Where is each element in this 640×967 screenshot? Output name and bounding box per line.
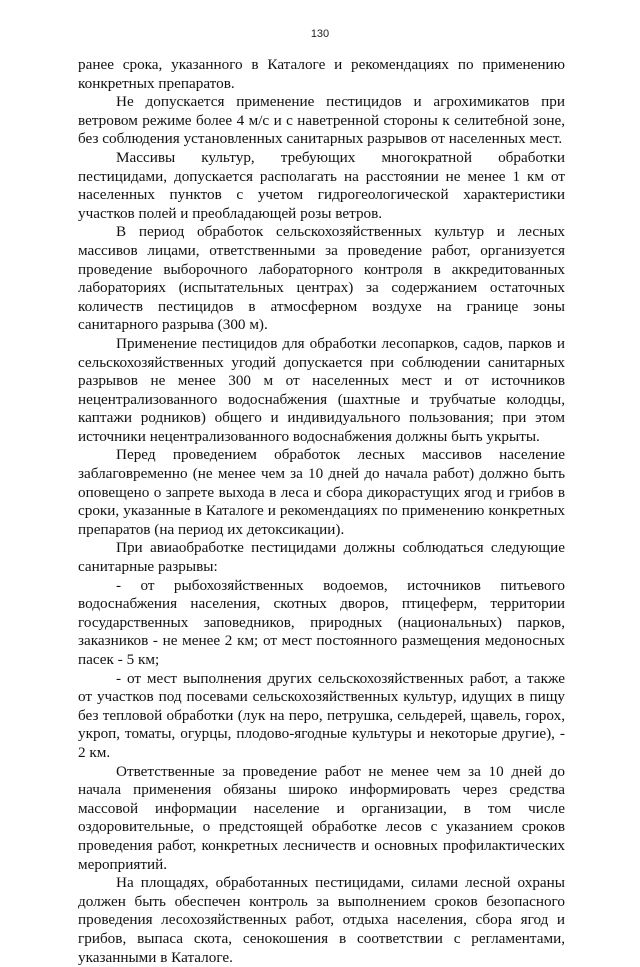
paragraph-forest-guard-control: На площадях, обработанных пестицидами, силами лесной охраны должен быть обеспечен контроль за выполнением сроков безопасного проведения лесохозяйственных работ, отдыха населения, сбора ягод и грибов, выпаса скота, сенокошения в соответствии с регламентами, указанными в Каталоге. [78, 874, 565, 966]
paragraph-aerial-gaps: При авиаобработке пестицидами должны соблюдаться следующие санитарные разрывы: [78, 539, 565, 576]
page-number: 130 [310, 28, 330, 40]
list-item-agri-works: - от мест выполнения других сельскохозяйственных работ, а также от участков под посевами сельскохозяйственных культур, идущих в пищу без тепловой обработки (лук на перо, петрушка, сельдерей, щавель, горох, укроп, томаты, огурцы, плодово-ягодные культуры и некоторые другие), - 2 км. [78, 669, 565, 761]
paragraph-wind-restriction: Не допускается применение пестицидов и агрохимикатов при ветровом режиме более 4 м/с и с наветренной стороны к селитебной зоне, без соблюдения установленных санитарных разрывов от населенных мест. [78, 93, 565, 148]
list-item-water-bodies: - от рыбохозяйственных водоемов, источников питьевого водоснабжения населения, скотных дворов, птицеферм, территории государственных заповедников, природных (национальных) парков, заказников - не менее 2 км; от мест постоянного размещения медоносных пасек - 5 км; [78, 576, 565, 668]
paragraph-crop-placement: Массивы культур, требующих многократной обработки пестицидами, допускается располагать на расстоянии не менее 1 км от населенных пунктов с учетом гидрогеологической характеристики участков полей и преобладающей розы ветров. [78, 148, 565, 222]
paragraph-lab-control: В период обработок сельскохозяйственных культур и лесных массивов лицами, ответственными за проведение работ, организуется проведение выборочного лабораторного контроля в аккредитованных лабораториях (испытательных центрах) за содержанием остаточных количеств пестицидов в атмосферном воздухе на границе зоны санитарного разрыва (300 м). [78, 223, 565, 334]
paragraph-public-informing: Ответственные за проведение работ не менее чем за 10 дней до начала применения обязаны широко информировать через средства массовой информации население и организации, в том числе оздоровительные, о предстоящей обработке лесов с указанием сроков проведения работ, конкретных лесничеств и основных профилактических мероприятий. [78, 762, 565, 873]
paragraph-park-treatment: Применение пестицидов для обработки лесопарков, садов, парков и сельскохозяйственных угодий допускается при соблюдении санитарных разрывов не менее 300 м от населенных мест и от источников нецентрализованного водоснабжения (шахтные и трубчатые колодцы, каптажи родников) общего и индивидуального пользования; при этом источники нецентрализованного водоснабжения должны быть укрыты. [78, 334, 565, 445]
document-body [78, 56, 565, 967]
paragraph-forest-notice: Перед проведением обработок лесных массивов население заблаговременно (не менее чем за 10 дней до начала работ) должно быть оповещено о запрете выхода в леса и сбора дикорастущих ягод и грибов в сроки, указанные в Каталоге и рекомендациях по применению конкретных препаратов (на период их детоксикации). [78, 446, 565, 538]
paragraph-continuation: ранее срока, указанного в Каталоге и рекомендациях по применению конкретных препаратов. [78, 56, 565, 92]
